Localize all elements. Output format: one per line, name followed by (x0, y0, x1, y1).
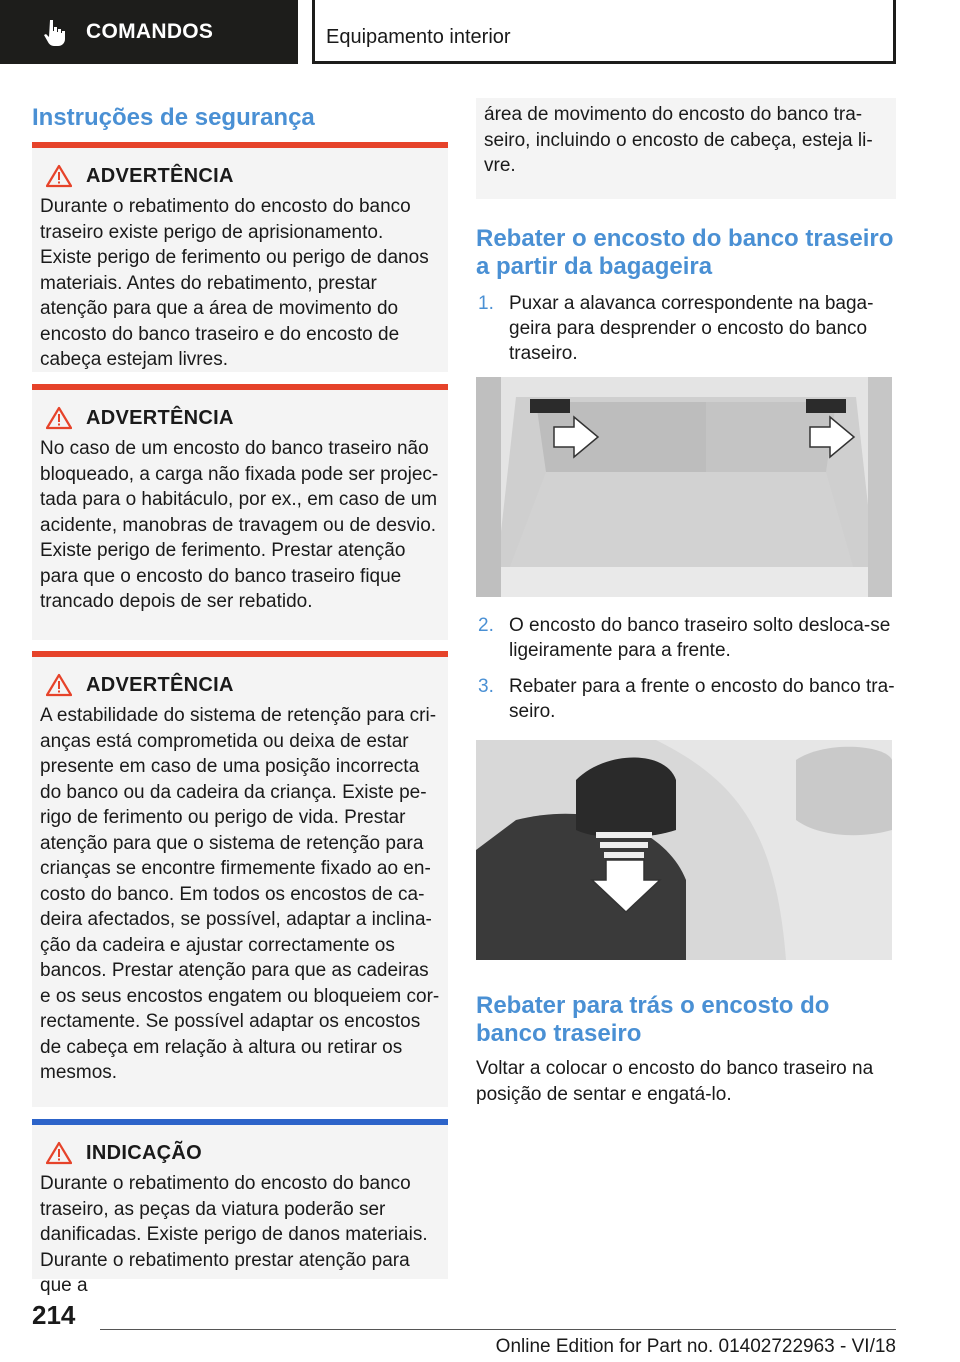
trunk-release-lever-image (476, 377, 892, 597)
footer-divider (100, 1329, 896, 1330)
notice-continuation-text: área de movimento do encosto do banco traseiro, incluindo o encosto de cabeça, esteja livre. (484, 104, 873, 176)
warning-box-3 (32, 651, 448, 1107)
warning-triangle-icon (46, 164, 72, 188)
page-number: 214 (32, 1300, 76, 1330)
fold-back-text: Voltar a colocar o encosto do banco traseiro na posição de sentar e engatá-lo. (476, 1057, 874, 1105)
warning-triangle-icon (46, 406, 72, 430)
edition-text: Online Edition for Part no. 01402722963 - VI/18 (495, 1336, 896, 1357)
step-text: O encosto do banco traseiro solto desloca-se ligeiramente para a frente. (509, 614, 891, 661)
step-number: 1. (478, 292, 494, 314)
warning-label: ADVERTÊNCIA (86, 406, 234, 429)
right-column (476, 98, 896, 1108)
warning-text: No caso de um encosto do banco traseiro não bloqueado, a carga não fixada pode ser projectada para o habitáculo, por ex., em caso de um acidente, manobras de travagem ou de desvio. Existe perigo de ferimento. Prestar atenção para que o encosto do banco traseiro fique trancado depois de ser rebatido. (40, 438, 439, 612)
warning-label: ADVERTÊNCIA (86, 673, 234, 696)
warning-text: A estabilidade do sistema de retenção para crianças está comprometida ou deixa de estar presente em caso de uma posição incorrecta do banco ou da cadeira da criança. Existe perigo de ferimento ou perigo de vida. Prestar atenção para que o sistema de retenção para crianças se encontre firmemente fixado ao encosto do banco. Em todos os encostos de cadeira afectados, se possível, adaptar a inclinação da cadeira e ajustar correctamente os bancos. Prestar atenção para que as cadeiras e os seus encostos engatem ou bloqueiem correctamente. Se possível adaptar os encostos de cabeça em relação à altura ou retirar os mesmos. (40, 705, 440, 1083)
fold-seatback-image (476, 740, 892, 960)
step-item (476, 613, 896, 663)
warning-box-2 (32, 384, 448, 640)
hand-pointer-icon (40, 17, 70, 47)
chapter-title: Equipamento interior (312, 0, 896, 64)
notice-label: INDICAÇÃO (86, 1141, 203, 1164)
section-tab (0, 0, 298, 64)
step-number: 3. (478, 675, 494, 697)
step-text: Puxar a alavanca correspondente na bagageira para desprender o encosto do banco traseiro. (509, 292, 874, 364)
notice-continuation-box (476, 98, 896, 199)
notice-box (32, 1119, 448, 1296)
warning-triangle-icon (46, 673, 72, 697)
step-item (476, 674, 896, 724)
fold-back-title: Rebater para trás o encosto do banco traseiro (476, 991, 830, 1047)
section-tab-label: COMANDOS (86, 20, 214, 43)
notice-text: Durante o rebatimento do encosto do banco traseiro, as peças da viatura poderão ser danificadas. Existe perigo de danos materiais. Durante o rebatimento prestar atenção para que a (40, 1173, 428, 1296)
fold-from-trunk-title: Rebater o encosto do banco traseiro a partir da bagageira (476, 224, 894, 280)
step-item (476, 291, 896, 366)
warning-label: ADVERTÊNCIA (86, 164, 234, 187)
notice-triangle-icon (46, 1141, 72, 1165)
safety-section-title: Instruções de segurança (32, 104, 315, 131)
steps-list-a (476, 291, 896, 366)
warning-box-1 (32, 142, 448, 372)
steps-list-b (476, 613, 896, 724)
warning-text: Durante o rebatimento do encosto do banco traseiro existe perigo de aprisionamento. Existe perigo de ferimento ou perigo de danos materiais. Antes do rebatimento, prestar atenção para que a área de movimento do encosto do banco traseiro e do encosto de cabeça estejam livres. (40, 196, 429, 370)
step-text: Rebater para a frente o encosto do banco traseiro. (509, 675, 895, 722)
step-number: 2. (478, 614, 494, 636)
